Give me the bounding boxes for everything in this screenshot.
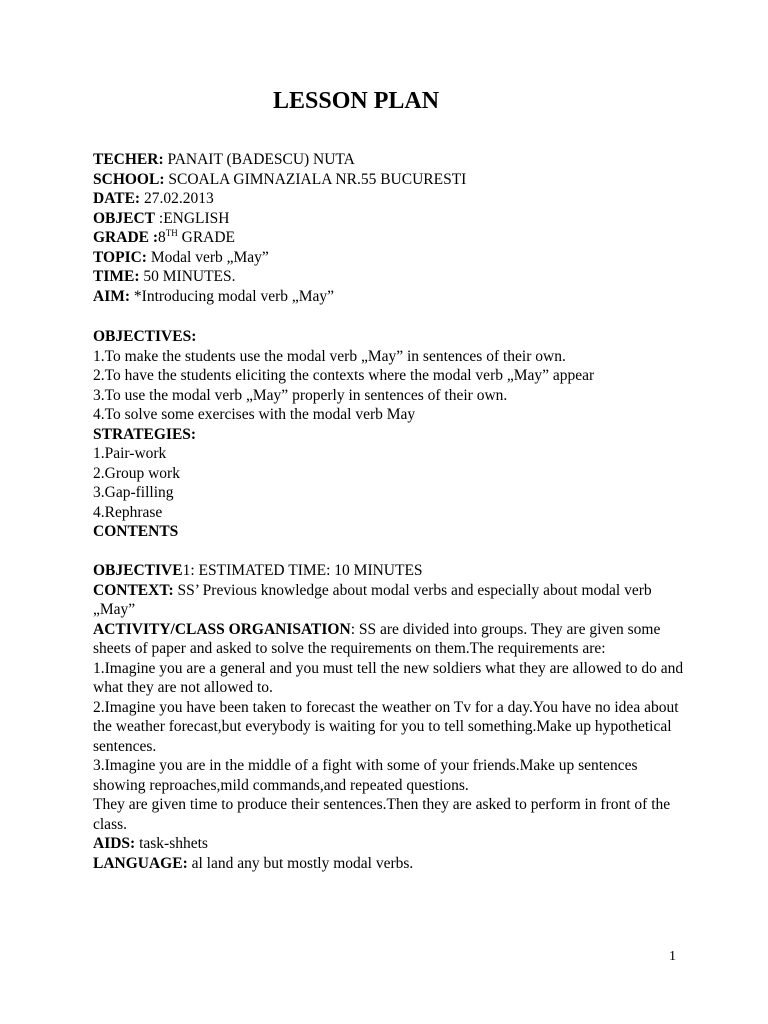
objective-item: 1.To make the students use the modal verb „May” in sentences of their own.: [93, 347, 566, 365]
header-info: [93, 150, 753, 306]
language-line: LANGUAGE: al land any but mostly modal verbs.: [93, 854, 414, 872]
teacher-line: TECHER: PANAIT (BADESCU) NUTA: [93, 151, 355, 168]
performance-note: They are given time to produce their sentences.Then they are asked to perform in front of the class.: [93, 796, 671, 833]
time-line: TIME: 50 MINUTES.: [93, 268, 236, 285]
activity-paragraph: ACTIVITY/CLASS ORGANISATION: SS are divided into groups. They are given some sheets of paper and asked to solve the requirements on them.The requirements are:: [93, 620, 661, 657]
aids-line: AIDS: task-shhets: [93, 835, 208, 852]
aim-line: AIM: *Introducing modal verb „May”: [93, 287, 335, 305]
page-number: 1: [669, 949, 676, 964]
requirement-item: 2.Imagine you have been taken to forecast the weather on Tv for a day.You have no idea about the weather forecast,but everybody is waiting for you to tell something.Make up hypothetical sentences.: [93, 698, 679, 755]
contents-heading: CONTENTS: [93, 523, 179, 540]
objectives-heading: OBJECTIVES:: [93, 328, 197, 345]
strategy-item: 1.Pair-work: [93, 445, 167, 462]
grade-superscript: TH: [165, 227, 178, 238]
objective-item: 4.To solve some exercises with the modal verb May: [93, 406, 416, 423]
objective-item: 3.To use the modal verb „May” properly in sentences of their own.: [93, 386, 508, 404]
strategies-heading: STRATEGIES:: [93, 425, 197, 443]
strategy-item: 3.Gap-filling: [93, 484, 174, 501]
objective1-section: [93, 561, 688, 873]
date-line: DATE: 27.02.2013: [93, 190, 214, 207]
school-line: SCHOOL: SCOALA GIMNAZIALA NR.55 BUCURESTI: [93, 170, 467, 188]
context-paragraph: CONTEXT: SS’ Previous knowledge about modal verbs and especially about modal verb „May”: [93, 581, 652, 618]
objective-item: 2.To have the students eliciting the contexts where the modal verb „May” appear: [93, 367, 595, 384]
page-title: LESSON PLAN: [273, 88, 440, 114]
objective1-line: OBJECTIVE1: ESTIMATED TIME: 10 MINUTES: [93, 562, 423, 579]
requirement-item: 1.Imagine you are a general and you must tell the new soldiers what they are allowed to do and what they are not allowed to.: [93, 659, 684, 696]
objectives-section: [93, 327, 753, 542]
strategy-item: 4.Rephrase: [93, 503, 163, 521]
strategy-item: 2.Group work: [93, 464, 180, 482]
requirement-item: 3.Imagine you are in the middle of a fight with some of your friends.Make up sentences showing reproaches,mild commands,and repeated questions.: [93, 757, 638, 794]
topic-line: TOPIC: Modal verb „May”: [93, 248, 269, 266]
grade-line: GRADE :8TH GRADE: [93, 227, 236, 246]
object-line: OBJECT :ENGLISH: [93, 209, 230, 227]
